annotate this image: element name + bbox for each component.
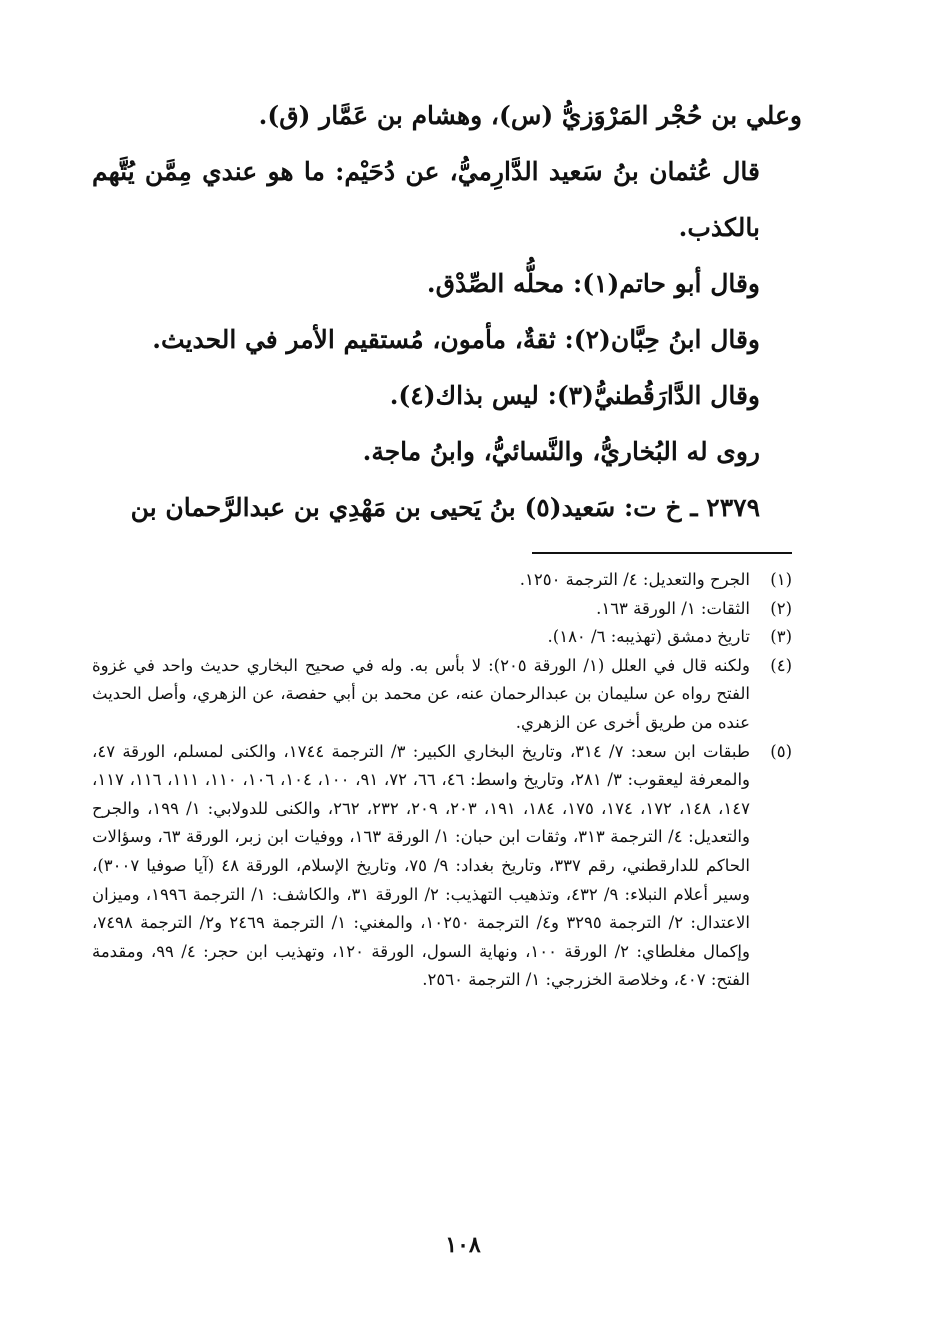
page-number: ١٠٨ xyxy=(445,1232,481,1258)
footnote-text: تاريخ دمشق (تهذيبه: ٦/ ١٨٠). xyxy=(547,627,750,647)
footnote-text: ولكنه قال في العلل (١/ الورقة ٢٠٥): لا بأس به. وله في صحيح البخاري حديث واحد في غزوة الفتح رواه عن سليمان بن عبدالرحمان عنه، عن محمد بن أبي حفصة، عن الزهري، وأصل الحديث عنده من طريق أخرى عن الزهري. xyxy=(92,655,750,732)
narrators-line: وعلي بن حُجْر المَرْوَزيُّ (س)، وهشام بن عَمَّار (ق). xyxy=(258,101,802,130)
daraqutni-statement: وقال الدَّارَقُطنيُّ(٣): ليس بذاك(٤). xyxy=(389,381,760,410)
footnote-4 xyxy=(92,652,792,738)
abu-hatim-statement: وقال أبو حاتم(١): محلُّه الصِّدْق. xyxy=(426,269,760,298)
footnote-number: (٥) xyxy=(770,741,792,761)
footnote-text: طبقات ابن سعد: ٧/ ٣١٤، وتاريخ البخاري الكبير: ٣/ الترجمة ١٧٤٤، والكنى لمسلم، الورقة ٤٧، والمعرفة ليعقوب: ٣/ ٢٨١، وتاريخ واسط: ٤٦، ٦٦، ٧٢، ٩١، ١٠٠، ١٠٤، ١٠٦، ١١٠، ١١١، ١١٦، ١١٧، ١٤٧، ١٤٨، ١٧٢، ١٧٤، ١٧٥، ١٨٤، ١٩١، ٢٠٣، ٢٠٩، ٢٣٢، ٢٦٢، والكنى للدولابي: ١/ ١٩٩، والجرح والتعديل: ٤/ الترجمة ٣١٣، وثقات ابن حبان: ١/ الورقة ١٦٣، ووفيات ابن زبر، الورقة ٦٣، وسؤالات الحاكم للدارقطني، رقم ٣٣٧، وتاريخ بغداد: ٩/ ٧٥، وتاريخ الإسلام، الورقة ٤٨ (آيا صوفيا ٣٠٠٧)، وسير أعلام النبلاء: ٩/ ٤٣٢، وتذهيب التهذيب: ٢/ الورقة ٣١، والكاشف: ١/ الترجمة ١٩٩٦، وميزان الاعتدال: ٢/ الترجمة ٣٢٩٥ و٤/ الترجمة ١٠٢٥٠، والمغني: ١/ الترجمة ٢٤٦٩ و٢/ الترجمة ٧٤٩٨، وإكمال مغلطاي: ٢/ الورقة ١٠٠، ونهاية السول، الورقة ١٢٠، وتهذيب ابن حجر: ٤/ ٩٩، ومقدمة الفتح: ٤٠٧، وخلاصة الخزرجي: ١/ الترجمة ٢٥٦٠. xyxy=(92,741,751,990)
footnote-number: (١) xyxy=(770,570,792,589)
ibn-hibban-statement: وقال ابنُ حِبَّان(٢): ثقةٌ، مأمون، مُستقيم الأمر في الحديث. xyxy=(152,325,760,354)
darimi-statement: قال عُثمان بنُ سَعيد الدَّارِميُّ، عن دُحَيْم: ما هو عندي مِمَّن يُتَّهم بالكذب. xyxy=(92,157,760,242)
footnote-number: (٢) xyxy=(770,598,792,618)
footnotes xyxy=(92,566,792,995)
footnote-2 xyxy=(92,595,792,624)
footnote-1 xyxy=(92,566,792,595)
footnote-5 xyxy=(92,738,792,995)
narrated-by-line: روى له البُخاريُّ، والنَّسائيُّ، وابنُ ماجة. xyxy=(362,437,760,466)
footnote-number: (٤) xyxy=(770,655,792,675)
footnote-number: (٣) xyxy=(770,627,792,647)
footnote-separator xyxy=(532,552,792,554)
entry-2379-heading: ٢٣٧٩ ـ خ ت: سَعيد(٥) بنُ يَحيى بن مَهْدِي بن عبدالرَّحمان بن xyxy=(130,493,760,522)
main-text xyxy=(92,88,802,536)
footnote-text: الثقات: ١/ الورقة ١٦٣. xyxy=(596,598,750,618)
footnote-text: الجرح والتعديل: ٤/ الترجمة ١٢٥٠. xyxy=(519,570,750,589)
footnote-3 xyxy=(92,623,792,652)
